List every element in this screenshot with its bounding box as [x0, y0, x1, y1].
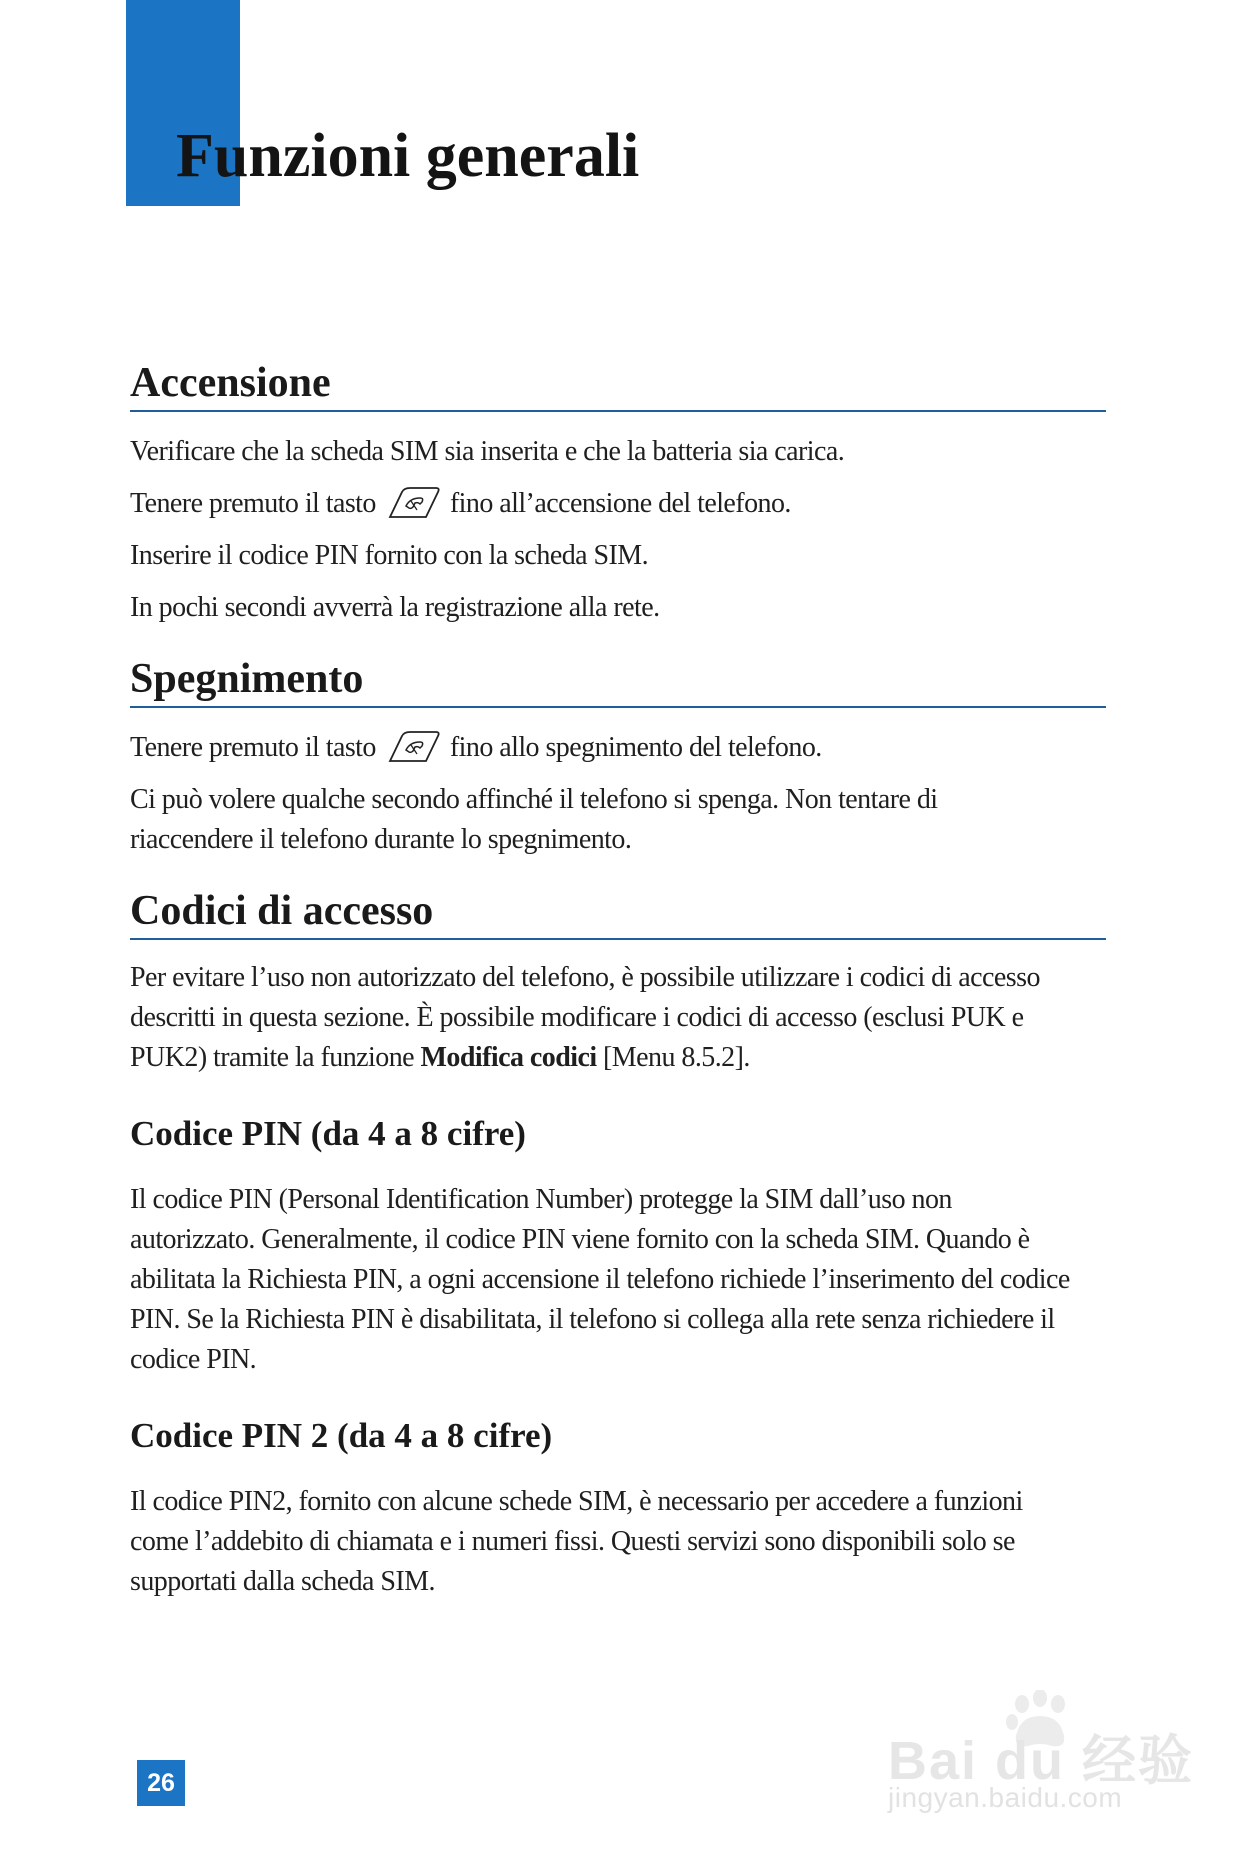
section-heading-codici-di-accesso: Codici di accesso	[130, 886, 1106, 940]
phone-end-key-icon	[384, 486, 444, 520]
codici-intro-paragraph	[130, 958, 1090, 1078]
spegnimento-line-1	[130, 728, 822, 768]
accensione-line-1: Verificare che la scheda SIM sia inserita e che la batteria sia carica.	[130, 436, 845, 467]
spegnimento-line-1-before: Tenere premuto il tasto	[130, 732, 376, 763]
accensione-line-3: Inserire il codice PIN fornito con la scheda SIM.	[130, 540, 649, 571]
section-heading-spegnimento: Spegnimento	[130, 654, 1106, 708]
modifica-codici-label: Modifica codici	[420, 1042, 597, 1073]
subheading-codice-pin: Codice PIN (da 4 a 8 cifre)	[130, 1114, 526, 1153]
codici-intro-text: Per evitare l’uso non autorizzato del telefono, è possibile utilizzare i codici di accesso descritti in questa sezione. È possibile modificare i codici di accesso (esclusi PUK e PUK2) tramite la funzione	[130, 962, 1040, 1073]
page-number: 26	[137, 1760, 185, 1806]
phone-end-key-icon	[384, 730, 444, 764]
accensione-line-4: In pochi secondi avverrà la registrazione alla rete.	[130, 592, 660, 623]
accensione-line-2-after: fino all’accensione del telefono.	[449, 488, 791, 519]
codice-pin-paragraph: Il codice PIN (Personal Identification Number) protegge la SIM dall’uso non autorizzato. Generalmente, il codice PIN viene fornito con la scheda SIM. Quando è abilitata la Richiesta PIN, a ogni accensione il telefono richiede l’inserimento del codice PIN. Se la Richiesta PIN è disabilitata, il telefono si collega alla rete senza richiedere il codice PIN.	[130, 1184, 1070, 1375]
spegnimento-line-1-after: fino allo spegnimento del telefono.	[449, 732, 822, 763]
watermark-url: jingyan.baidu.com	[888, 1782, 1123, 1813]
accensione-line-2-before: Tenere premuto il tasto	[130, 488, 376, 519]
section-heading-accensione: Accensione	[130, 358, 1106, 412]
page-title: Funzioni generali	[176, 122, 640, 190]
accensione-line-2	[130, 484, 791, 524]
codice-pin2-paragraph: Il codice PIN2, fornito con alcune schede SIM, è necessario per accedere a funzioni come l’addebito di chiamata e i numeri fissi. Questi servizi sono disponibili solo se supportati dalla scheda SIM.	[130, 1486, 1023, 1597]
subheading-codice-pin2: Codice PIN 2 (da 4 a 8 cifre)	[130, 1416, 553, 1455]
codici-intro-menu-ref: [Menu 8.5.2].	[596, 1042, 750, 1073]
spegnimento-paragraph: Ci può volere qualche secondo affinché il telefono si spenga. Non tentare di riaccendere il telefono durante lo spegnimento.	[130, 784, 938, 855]
watermark-brand: Bai du 经验	[888, 1731, 1195, 1791]
